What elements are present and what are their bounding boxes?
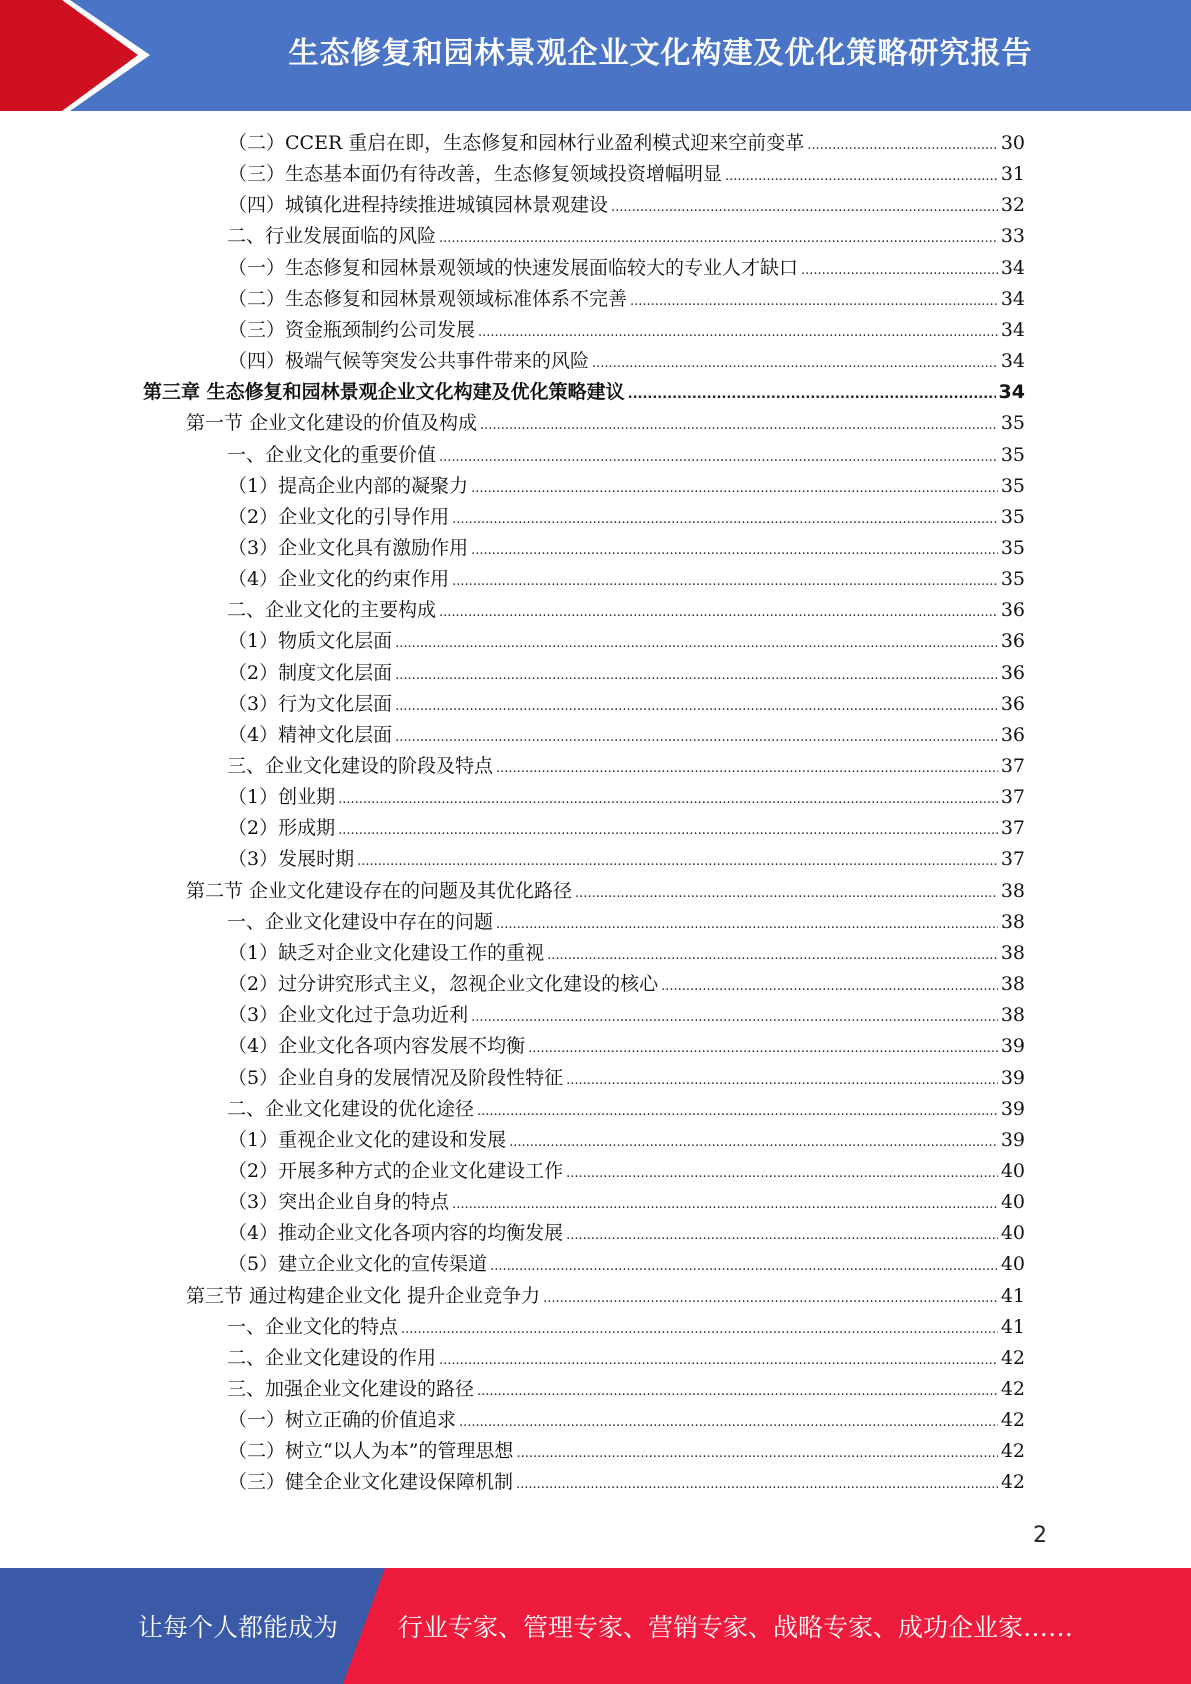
toc-entry-title: 二、企业文化建设的作用 xyxy=(227,1346,437,1369)
toc-page-number: 36 xyxy=(1000,692,1025,715)
toc-entry[interactable] xyxy=(228,346,1025,377)
toc-page-number: 41 xyxy=(1000,1315,1025,1338)
toc-dot-leader xyxy=(459,1407,998,1438)
footer-slogan-right: 行业专家、管理专家、营销专家、战略专家、成功企业家…… xyxy=(398,1613,1074,1642)
toc-entry-title: （5）建立企业文化的宣传渠道 xyxy=(228,1253,488,1276)
toc-page-number: 36 xyxy=(1000,630,1025,653)
toc-entry-title: 第一节 企业文化建设的价值及构成 xyxy=(186,412,478,435)
toc-page-number: 30 xyxy=(1000,132,1025,154)
toc-dot-leader xyxy=(452,504,998,535)
page-number: 2 xyxy=(1033,1523,1047,1548)
toc-page-number: 32 xyxy=(1000,194,1025,217)
toc-entry[interactable] xyxy=(228,1436,1025,1467)
toc-entry-title: （1）物质文化层面 xyxy=(228,630,393,653)
toc-entry-title: （4）企业文化的约束作用 xyxy=(228,568,450,591)
toc-entry[interactable] xyxy=(228,253,1025,284)
toc-entry-title: 一、企业文化的特点 xyxy=(227,1315,399,1338)
toc-dot-leader xyxy=(496,909,998,940)
toc-dot-leader xyxy=(516,1438,997,1469)
toc-dot-leader xyxy=(477,1096,998,1127)
page-header xyxy=(0,0,1191,111)
toc-page-number: 35 xyxy=(1000,536,1025,559)
toc-entry-title: （5）企业自身的发展情况及阶段性特征 xyxy=(228,1066,564,1089)
toc-entry-title: （三）资金瓶颈制约公司发展 xyxy=(228,318,476,341)
toc-entry[interactable] xyxy=(228,969,1025,1000)
toc-dot-leader xyxy=(471,473,998,504)
toc-dot-leader xyxy=(543,1283,998,1314)
toc-entry[interactable] xyxy=(227,907,1025,938)
toc-entry-title: （一）生态修复和园林景观领域的快速发展面临较大的专业人才缺口 xyxy=(228,256,799,279)
toc-dot-leader xyxy=(575,878,998,909)
toc-dot-leader xyxy=(480,410,998,441)
toc-page-number: 34 xyxy=(1000,256,1025,279)
toc-entry-title: 二、行业发展面临的风险 xyxy=(227,225,437,248)
page-footer xyxy=(0,1568,1191,1684)
toc-page-number: 39 xyxy=(1000,1097,1025,1120)
toc-dot-leader xyxy=(395,628,998,659)
toc-dot-leader xyxy=(338,815,998,846)
toc-page-number: 35 xyxy=(1000,568,1025,591)
toc-entry[interactable] xyxy=(228,1405,1025,1436)
toc-entry-title: （3）行为文化层面 xyxy=(228,692,393,715)
toc-dot-leader xyxy=(401,1314,998,1345)
toc-entry-title: 一、企业文化的重要价值 xyxy=(227,443,437,466)
toc-entry[interactable] xyxy=(228,1156,1025,1187)
toc-entry[interactable] xyxy=(227,440,1025,471)
toc-entry[interactable] xyxy=(228,1125,1025,1156)
toc-entry-title: （二）CCER 重启在即，生态修复和园林行业盈利模式迎来空前变革 xyxy=(228,132,805,154)
toc-page-number: 38 xyxy=(1000,910,1025,933)
toc-entry-title: （2）过分讲究形式主义，忽视企业文化建设的核心 xyxy=(228,973,659,996)
toc-dot-leader xyxy=(611,192,998,223)
toc-dot-leader xyxy=(395,691,998,722)
toc-chapter-entry[interactable] xyxy=(143,377,1025,408)
toc-entry[interactable] xyxy=(228,564,1025,595)
toc-page-number: 37 xyxy=(1000,786,1025,809)
toc-entry[interactable] xyxy=(227,1094,1025,1125)
toc-page-number: 38 xyxy=(1000,973,1025,996)
toc-section-entry[interactable] xyxy=(186,1281,1025,1312)
toc-page-number: 35 xyxy=(1000,443,1025,466)
toc-entry-title: （1）提高企业内部的凝聚力 xyxy=(228,474,469,497)
toc-entry[interactable] xyxy=(228,1063,1025,1094)
toc-entry-title: （3）企业文化具有激励作用 xyxy=(228,536,469,559)
toc-entry-title: （3）发展时期 xyxy=(228,848,355,871)
toc-dot-leader xyxy=(725,161,998,192)
toc-entry[interactable] xyxy=(228,658,1025,689)
toc-page-number: 36 xyxy=(1000,661,1025,684)
toc-entry[interactable] xyxy=(228,844,1025,875)
toc-page-number: 40 xyxy=(1000,1159,1025,1182)
toc-entry[interactable] xyxy=(228,720,1025,751)
toc-dot-leader xyxy=(478,317,998,348)
toc-entry-title: 第三章 生态修复和园林景观企业文化构建及优化策略建议 xyxy=(143,381,625,404)
toc-page-number: 38 xyxy=(1000,941,1025,964)
toc-entry[interactable] xyxy=(227,1343,1025,1374)
toc-dot-leader xyxy=(471,1002,998,1033)
toc-dot-leader xyxy=(439,223,998,254)
toc-entry-title: （2）企业文化的引导作用 xyxy=(228,505,450,528)
toc-page-number: 40 xyxy=(1000,1222,1025,1245)
toc-entry-title: （四）城镇化进程持续推进城镇园林景观建设 xyxy=(228,194,609,217)
toc-entry-title: （三）生态基本面仍有待改善，生态修复领域投资增幅明显 xyxy=(228,163,723,186)
toc-page-number: 39 xyxy=(1000,1066,1025,1089)
toc-entry[interactable] xyxy=(228,626,1025,657)
toc-dot-leader xyxy=(509,1127,998,1158)
toc-entry[interactable] xyxy=(228,1031,1025,1062)
toc-dot-leader xyxy=(628,379,996,410)
toc-entry[interactable] xyxy=(228,502,1025,533)
toc-entry[interactable] xyxy=(227,221,1025,252)
toc-page-number: 37 xyxy=(1000,817,1025,840)
toc-dot-leader xyxy=(528,1033,998,1064)
toc-section-entry[interactable] xyxy=(186,876,1025,907)
toc-dot-leader xyxy=(439,597,998,628)
toc-page-number: 41 xyxy=(1000,1284,1025,1307)
toc-entry[interactable] xyxy=(228,471,1025,502)
toc-entry[interactable] xyxy=(228,159,1025,190)
toc-page-number: 39 xyxy=(1000,1035,1025,1058)
toc-page-number: 42 xyxy=(1000,1409,1025,1432)
toc-entry[interactable] xyxy=(228,533,1025,564)
toc-section-entry[interactable] xyxy=(186,408,1025,439)
toc-entry[interactable] xyxy=(228,938,1025,969)
toc-dot-leader xyxy=(439,442,998,473)
toc-page-number: 35 xyxy=(1000,505,1025,528)
toc-dot-leader xyxy=(439,1345,998,1376)
toc-dot-leader xyxy=(395,722,998,753)
toc-dot-leader xyxy=(661,971,998,1002)
toc-dot-leader xyxy=(452,1189,998,1220)
toc-entry[interactable] xyxy=(228,190,1025,221)
toc-page-number: 34 xyxy=(1000,350,1025,373)
toc-entry[interactable] xyxy=(228,315,1025,346)
toc-dot-leader xyxy=(566,1065,998,1096)
toc-page-number: 37 xyxy=(1000,848,1025,871)
toc-entry[interactable] xyxy=(227,1374,1025,1405)
toc-entry-title: （4）企业文化各项内容发展不均衡 xyxy=(228,1035,526,1058)
toc-dot-leader xyxy=(490,1251,998,1282)
toc-dot-leader xyxy=(395,660,998,691)
toc-entry[interactable] xyxy=(227,595,1025,626)
toc-page-number: 39 xyxy=(1000,1128,1025,1151)
toc-dot-leader xyxy=(471,535,998,566)
toc-page-number: 42 xyxy=(1000,1471,1025,1494)
toc-dot-leader xyxy=(516,1469,998,1500)
toc-entry-title: （二）生态修复和园林景观领域标准体系不完善 xyxy=(228,287,628,310)
toc-entry-title: 一、企业文化建设中存在的问题 xyxy=(227,910,494,933)
toc-page-number: 34 xyxy=(1000,287,1025,310)
toc-dot-leader xyxy=(452,566,998,597)
toc-entry-title: （1）重视企业文化的建设和发展 xyxy=(228,1128,507,1151)
toc-entry[interactable] xyxy=(228,1187,1025,1218)
toc-entry-title: （四）极端气候等突发公共事件带来的风险 xyxy=(228,350,590,373)
toc-entry[interactable] xyxy=(228,284,1025,315)
toc-entry[interactable] xyxy=(227,751,1025,782)
toc-entry-title: （4）推动企业文化各项内容的均衡发展 xyxy=(228,1222,564,1245)
toc-page-number: 35 xyxy=(1000,474,1025,497)
toc-dot-leader xyxy=(566,1220,998,1251)
toc-entry-title: （4）精神文化层面 xyxy=(228,723,393,746)
toc-entry[interactable] xyxy=(228,1218,1025,1249)
toc-entry[interactable] xyxy=(228,782,1025,813)
toc-dot-leader xyxy=(547,940,998,971)
toc-entry-title: （3）企业文化过于急功近利 xyxy=(228,1004,469,1027)
toc-page-number: 36 xyxy=(1000,723,1025,746)
toc-page-number: 34 xyxy=(998,381,1025,404)
toc-page-number: 33 xyxy=(1000,225,1025,248)
toc-entry-title: （1）创业期 xyxy=(228,786,336,809)
toc-entry-title: 三、加强企业文化建设的路径 xyxy=(227,1378,475,1400)
toc-entry[interactable] xyxy=(228,813,1025,844)
toc-page-number: 42 xyxy=(1000,1440,1025,1463)
toc-dot-leader xyxy=(357,846,998,877)
toc-page-number: 40 xyxy=(1000,1253,1025,1276)
toc-entry[interactable] xyxy=(228,128,1025,159)
toc-page-number: 34 xyxy=(1000,318,1025,341)
toc-dot-leader xyxy=(801,255,998,286)
toc-page-number: 40 xyxy=(1000,1191,1025,1214)
toc-dot-leader xyxy=(807,130,998,161)
toc-entry-title: 第三节 通过构建企业文化 提升企业竞争力 xyxy=(186,1284,541,1307)
toc-entry-title: （2）形成期 xyxy=(228,817,336,840)
toc-entry-title: 二、企业文化的主要构成 xyxy=(227,599,437,622)
toc-dot-leader xyxy=(338,784,998,815)
toc-page-number: 37 xyxy=(1000,755,1025,777)
toc-entry-title: 二、企业文化建设的优化途径 xyxy=(227,1097,475,1120)
report-title: 生态修复和园林景观企业文化构建及优化策略研究报告 xyxy=(288,36,1033,71)
footer-slogan-left: 让每个人都能成为 xyxy=(138,1613,339,1642)
toc-dot-leader xyxy=(630,286,998,317)
toc-entry-title: 第二节 企业文化建设存在的问题及其优化路径 xyxy=(186,879,573,902)
toc-entry-title: （1）缺乏对企业文化建设工作的重视 xyxy=(228,941,545,964)
toc-entry-title: （三）健全企业文化建设保障机制 xyxy=(228,1471,514,1494)
toc-entry[interactable] xyxy=(228,1249,1025,1280)
toc-entry-title: （二）树立“以人为本”的管理思想 xyxy=(228,1440,514,1463)
toc-entry-title: （3）突出企业自身的特点 xyxy=(228,1191,450,1214)
toc-entry[interactable] xyxy=(227,1312,1025,1343)
toc-page-number: 42 xyxy=(1000,1346,1025,1369)
toc-entry-title: （一）树立正确的价值追求 xyxy=(228,1409,457,1432)
toc-page-number: 42 xyxy=(1000,1378,1025,1400)
toc-page-number: 36 xyxy=(1000,599,1025,622)
toc-entry-title: 三、企业文化建设的阶段及特点 xyxy=(227,755,494,777)
toc-entry[interactable] xyxy=(228,1467,1025,1498)
toc-dot-leader xyxy=(592,348,998,379)
toc-dot-leader xyxy=(496,753,998,784)
toc-page-number: 38 xyxy=(1000,879,1025,902)
toc-entry-title: （2）开展多种方式的企业文化建设工作 xyxy=(228,1159,564,1182)
toc-dot-leader xyxy=(566,1158,998,1189)
toc-entry[interactable] xyxy=(228,689,1025,720)
toc-page-number: 35 xyxy=(1000,412,1025,435)
toc-dot-leader xyxy=(477,1376,998,1407)
toc-entry-title: （2）制度文化层面 xyxy=(228,661,393,684)
toc-page-number: 31 xyxy=(1000,163,1025,186)
toc-page-number: 38 xyxy=(1000,1004,1025,1027)
toc-entry[interactable] xyxy=(228,1000,1025,1031)
